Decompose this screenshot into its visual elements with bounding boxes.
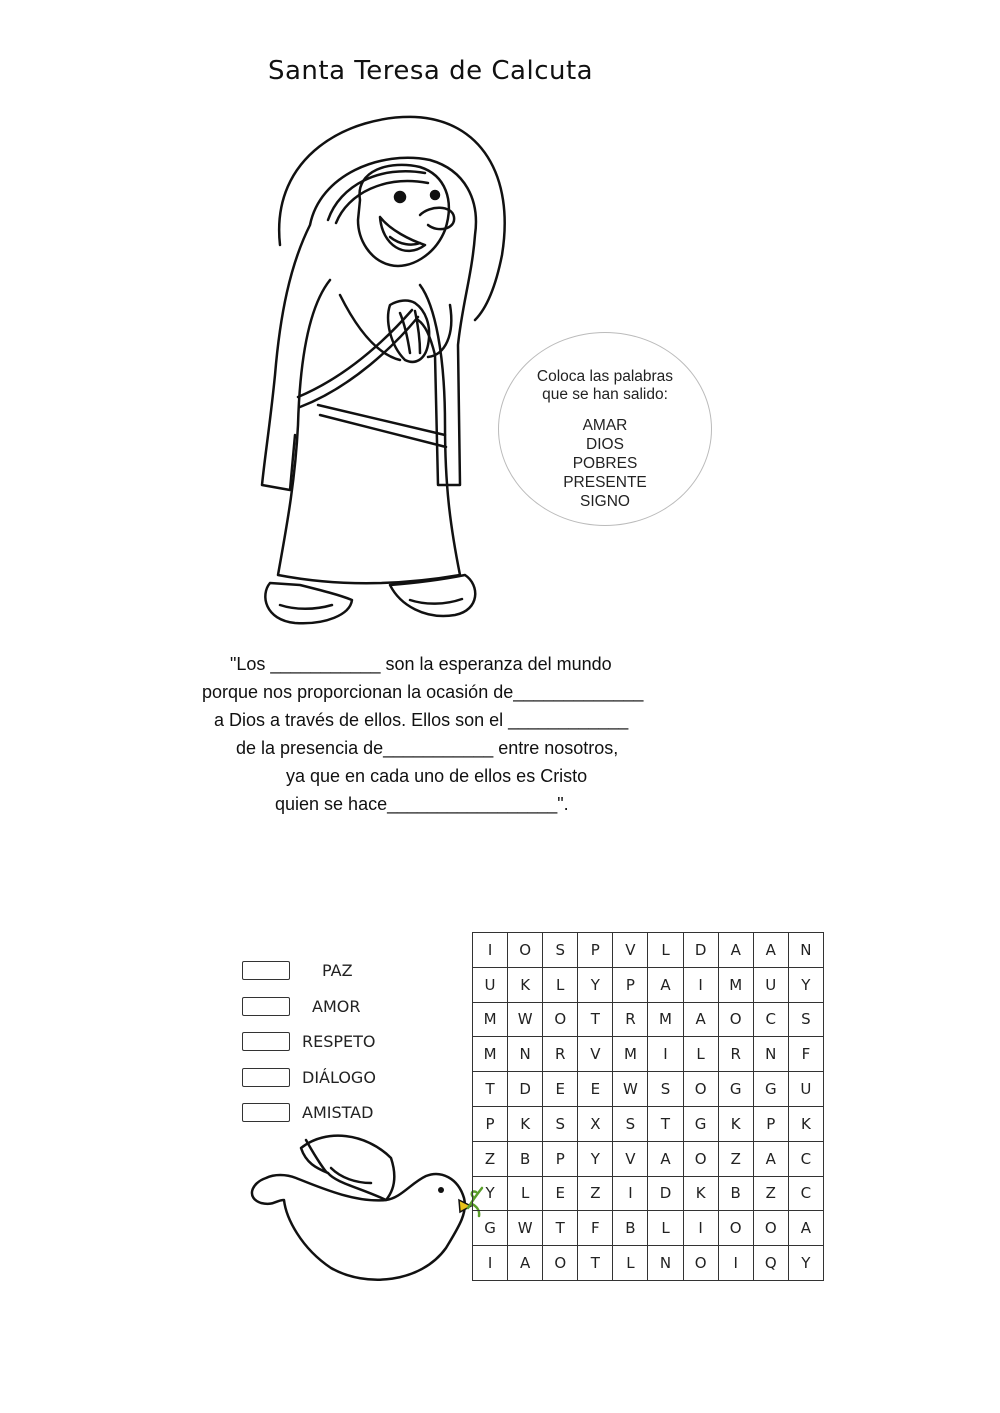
grid-cell[interactable]: I: [648, 1037, 683, 1072]
grid-cell[interactable]: T: [543, 1211, 578, 1246]
grid-cell[interactable]: N: [788, 933, 823, 968]
grid-cell[interactable]: I: [473, 933, 508, 968]
grid-cell[interactable]: A: [508, 1246, 543, 1281]
grid-cell[interactable]: L: [543, 967, 578, 1002]
grid-cell[interactable]: T: [473, 1072, 508, 1107]
grid-cell[interactable]: O: [718, 1002, 753, 1037]
grid-cell[interactable]: C: [753, 1002, 788, 1037]
bubble-word: DIOS: [586, 436, 624, 453]
grid-cell[interactable]: W: [508, 1002, 543, 1037]
grid-cell[interactable]: O: [718, 1211, 753, 1246]
word-list-item: [240, 1100, 440, 1120]
quote-line[interactable]: a Dios a través de ellos. Ellos son el ____________: [214, 710, 629, 730]
grid-row: [473, 933, 824, 968]
grid-cell[interactable]: K: [508, 1106, 543, 1141]
bubble-word: PRESENTE: [563, 474, 647, 491]
grid-cell[interactable]: G: [683, 1106, 718, 1141]
grid-cell[interactable]: E: [543, 1176, 578, 1211]
grid-cell[interactable]: P: [578, 933, 613, 968]
grid-cell[interactable]: M: [613, 1037, 648, 1072]
grid-cell[interactable]: P: [473, 1106, 508, 1141]
grid-row: [473, 1072, 824, 1107]
grid-cell[interactable]: C: [788, 1176, 823, 1211]
grid-cell[interactable]: A: [648, 1141, 683, 1176]
grid-cell[interactable]: Y: [788, 1246, 823, 1281]
grid-cell[interactable]: P: [613, 967, 648, 1002]
grid-cell[interactable]: S: [788, 1002, 823, 1037]
word-checkbox[interactable]: [242, 1032, 290, 1051]
grid-cell[interactable]: I: [683, 967, 718, 1002]
word-checkbox[interactable]: [242, 997, 290, 1016]
grid-cell[interactable]: N: [508, 1037, 543, 1072]
grid-cell[interactable]: A: [683, 1002, 718, 1037]
page-title: Santa Teresa de Calcuta: [268, 56, 594, 86]
bubble-instruction-line-1: Coloca las palabras: [536, 368, 674, 385]
grid-cell[interactable]: L: [683, 1037, 718, 1072]
grid-cell[interactable]: A: [753, 933, 788, 968]
grid-cell[interactable]: B: [508, 1141, 543, 1176]
grid-cell[interactable]: O: [683, 1141, 718, 1176]
word-search-grid: [472, 932, 824, 1281]
grid-cell[interactable]: T: [578, 1002, 613, 1037]
grid-cell[interactable]: Y: [578, 967, 613, 1002]
grid-row: [473, 1176, 824, 1211]
grid-cell[interactable]: Z: [718, 1141, 753, 1176]
grid-row: [473, 967, 824, 1002]
word-label: PAZ: [322, 961, 353, 980]
grid-cell[interactable]: G: [473, 1211, 508, 1246]
grid-cell[interactable]: N: [753, 1037, 788, 1072]
grid-cell[interactable]: V: [613, 1141, 648, 1176]
grid-cell[interactable]: M: [473, 1002, 508, 1037]
grid-cell[interactable]: R: [718, 1037, 753, 1072]
grid-cell[interactable]: A: [718, 933, 753, 968]
dove-illustration: [246, 1128, 486, 1298]
quote-line[interactable]: "Los ___________ son la esperanza del mundo: [230, 654, 612, 674]
grid-cell[interactable]: S: [543, 1106, 578, 1141]
grid-cell[interactable]: I: [613, 1176, 648, 1211]
grid-cell[interactable]: L: [613, 1246, 648, 1281]
quote-line[interactable]: de la presencia de___________ entre nosotros,: [236, 738, 619, 758]
grid-cell[interactable]: Z: [753, 1176, 788, 1211]
instruction-bubble: [498, 332, 712, 526]
grid-cell[interactable]: Z: [473, 1141, 508, 1176]
grid-cell[interactable]: P: [753, 1106, 788, 1141]
grid-cell[interactable]: K: [788, 1106, 823, 1141]
grid-cell[interactable]: V: [578, 1037, 613, 1072]
grid-cell[interactable]: K: [718, 1106, 753, 1141]
grid-cell[interactable]: R: [613, 1002, 648, 1037]
grid-cell[interactable]: U: [473, 967, 508, 1002]
grid-cell[interactable]: B: [613, 1211, 648, 1246]
grid-cell[interactable]: M: [718, 967, 753, 1002]
grid-cell[interactable]: S: [648, 1072, 683, 1107]
grid-cell[interactable]: A: [648, 967, 683, 1002]
grid-cell[interactable]: I: [473, 1246, 508, 1281]
word-list-item: [240, 1065, 440, 1085]
grid-row: [473, 1002, 824, 1037]
grid-cell[interactable]: U: [788, 1072, 823, 1107]
grid-row: [473, 1106, 824, 1141]
grid-cell[interactable]: V: [613, 933, 648, 968]
grid-cell[interactable]: O: [753, 1211, 788, 1246]
quote-line[interactable]: quien se hace_________________".: [275, 794, 569, 814]
grid-cell[interactable]: D: [648, 1176, 683, 1211]
grid-cell[interactable]: Y: [473, 1176, 508, 1211]
grid-row: [473, 1141, 824, 1176]
grid-cell[interactable]: A: [788, 1211, 823, 1246]
grid-cell[interactable]: E: [578, 1072, 613, 1107]
bubble-instruction-line-2: que se han salido:: [542, 386, 668, 403]
grid-cell[interactable]: T: [648, 1106, 683, 1141]
grid-cell[interactable]: W: [508, 1211, 543, 1246]
grid-cell[interactable]: D: [683, 933, 718, 968]
grid-cell[interactable]: Q: [753, 1246, 788, 1281]
grid-cell[interactable]: O: [683, 1072, 718, 1107]
grid-cell[interactable]: O: [543, 1246, 578, 1281]
grid-cell[interactable]: Y: [788, 967, 823, 1002]
grid-cell[interactable]: F: [788, 1037, 823, 1072]
grid-cell[interactable]: O: [508, 933, 543, 968]
grid-cell[interactable]: K: [508, 967, 543, 1002]
grid-cell[interactable]: L: [508, 1176, 543, 1211]
grid-cell[interactable]: B: [718, 1176, 753, 1211]
word-label: AMOR: [312, 997, 361, 1016]
grid-cell[interactable]: U: [753, 967, 788, 1002]
grid-cell[interactable]: A: [753, 1141, 788, 1176]
grid-cell[interactable]: F: [578, 1211, 613, 1246]
word-list-item: [240, 994, 440, 1014]
grid-cell[interactable]: P: [543, 1141, 578, 1176]
grid-cell[interactable]: O: [543, 1002, 578, 1037]
bubble-word: AMAR: [582, 417, 628, 434]
grid-cell[interactable]: I: [718, 1246, 753, 1281]
hands-outline: [388, 301, 429, 362]
grid-cell[interactable]: X: [578, 1106, 613, 1141]
grid-cell[interactable]: M: [473, 1037, 508, 1072]
quote-line: ya que en cada uno de ellos es Cristo: [286, 766, 588, 786]
word-list-item: [240, 1029, 440, 1049]
halo-outline: [279, 117, 505, 320]
grid-cell[interactable]: O: [683, 1246, 718, 1281]
grid-cell[interactable]: Z: [578, 1176, 613, 1211]
grid-cell[interactable]: W: [613, 1072, 648, 1107]
word-label: AMISTAD: [302, 1103, 374, 1122]
grid-cell[interactable]: L: [648, 1211, 683, 1246]
left-sandal: [265, 583, 352, 623]
grid-cell[interactable]: I: [683, 1211, 718, 1246]
grid-cell[interactable]: D: [508, 1072, 543, 1107]
word-checkbox[interactable]: [242, 1103, 290, 1122]
grid-cell[interactable]: T: [578, 1246, 613, 1281]
grid-cell[interactable]: Y: [578, 1141, 613, 1176]
grid-row: [473, 1246, 824, 1281]
grid-cell[interactable]: S: [543, 933, 578, 968]
mother-teresa-illustration: [240, 105, 510, 635]
grid-row: [473, 1037, 824, 1072]
grid-cell[interactable]: G: [753, 1072, 788, 1107]
bubble-word: POBRES: [572, 455, 638, 472]
grid-cell[interactable]: N: [648, 1246, 683, 1281]
grid-row: [473, 1211, 824, 1246]
word-label: DIÁLOGO: [302, 1068, 376, 1087]
grid-cell[interactable]: C: [788, 1141, 823, 1176]
word-checkbox[interactable]: [242, 961, 290, 980]
bubble-word: SIGNO: [580, 493, 630, 510]
grid-cell[interactable]: S: [613, 1106, 648, 1141]
grid-cell[interactable]: L: [648, 933, 683, 968]
grid-cell[interactable]: M: [648, 1002, 683, 1037]
grid-cell[interactable]: E: [543, 1072, 578, 1107]
word-list-item: [240, 958, 440, 978]
word-checkbox[interactable]: [242, 1068, 290, 1087]
word-label: RESPETO: [302, 1032, 376, 1051]
grid-cell[interactable]: G: [718, 1072, 753, 1107]
grid-cell[interactable]: K: [683, 1176, 718, 1211]
quote-line[interactable]: porque nos proporcionan la ocasión de_____________: [202, 682, 644, 702]
grid-cell[interactable]: R: [543, 1037, 578, 1072]
